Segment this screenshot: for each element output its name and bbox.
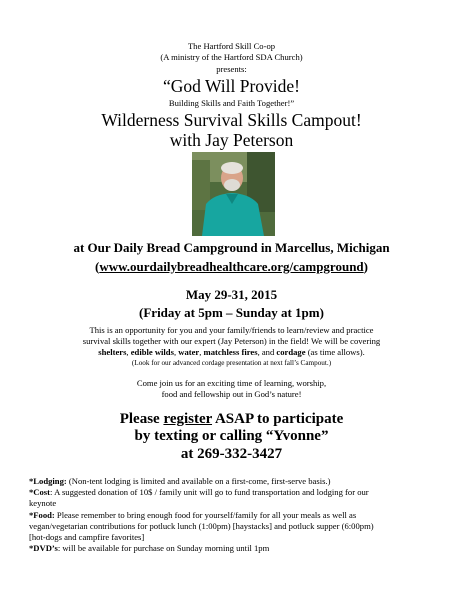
separator: ,	[126, 347, 131, 357]
description-line-1: This is an opportunity for you and your family/friends to learn/review and practice	[89, 325, 374, 335]
register-word: register	[163, 411, 213, 427]
cost-note-cont: keynote	[29, 498, 57, 508]
slogan-title: “God Will Provide!	[162, 76, 300, 96]
separator: ,	[173, 347, 179, 357]
skill-water: water	[178, 347, 200, 357]
separator: , and	[257, 347, 277, 357]
register-asap: ASAP	[212, 411, 254, 427]
invite-line-1: Come join us for an exciting time of learning, worship,	[136, 378, 327, 388]
ministry-line: (A ministry of the Hartford SDA Church)	[160, 52, 303, 62]
register-phone: at 269-332-3427	[180, 446, 283, 462]
presenter-photo	[192, 152, 275, 236]
tagline: Building Skills and Faith Together!”	[168, 98, 295, 108]
description-line-2: survival skills together with our expert (Jay Peterson) in the field! We will be covering	[82, 336, 381, 346]
location-line: at Our Daily Bread Campground in Marcellus, Michigan	[73, 240, 390, 255]
lodging-text: (Non-tent lodging is limited and available on a first-come, first-serve basis.)	[66, 476, 331, 486]
invite-line-2: food and fellowship out in God’s nature!	[161, 389, 302, 399]
skill-shelters: shelters	[98, 347, 127, 357]
dvd-text: : will be available for purchase on Sunday morning until 1pm	[57, 543, 270, 553]
lodging-note	[29, 476, 330, 486]
url-open-paren: (	[94, 259, 100, 274]
cordage-note: (Look for our advanced cordage presentation at next fall’s Campout.)	[131, 359, 332, 367]
dvd-note	[29, 543, 269, 553]
event-title: Wilderness Survival Skills Campout!	[101, 110, 362, 130]
skill-matchless-fires: matchless fires	[203, 347, 258, 357]
url-line	[0, 259, 463, 274]
skill-cordage: cordage	[276, 347, 306, 357]
date-range: May 29-31, 2015	[185, 287, 278, 302]
register-post: to participate	[253, 411, 344, 427]
campground-link[interactable]: www.ourdailybreadhealthcare.org/campground	[99, 259, 364, 274]
register-line-2: by texting or calling “Yvonne”	[134, 428, 329, 444]
food-label: *Food:	[29, 510, 55, 520]
food-note-cont-2: [hot-dogs and campfire favorites]	[29, 532, 145, 542]
skill-edible-wilds: edible wilds	[130, 347, 174, 357]
separator: ,	[199, 347, 204, 357]
lodging-label: *Lodging:	[29, 476, 67, 486]
food-note-cont-1: vegan/vegetarian contributions for potluck lunch (1:00pm) [haystacks] and potluck supper (6:00pm)	[29, 521, 374, 531]
register-line-1	[0, 411, 463, 428]
register-pre: Please	[119, 411, 164, 427]
org-name: The Hartford Skill Co-op	[187, 41, 276, 51]
dvd-label: *DVD’s	[29, 543, 58, 553]
presents-line: presents:	[216, 64, 247, 74]
host-line: with Jay Peterson	[169, 130, 294, 150]
cost-label: *Cost	[29, 487, 51, 497]
date-times: (Friday at 5pm – Sunday at 1pm)	[139, 305, 324, 320]
cost-note	[29, 487, 369, 497]
cost-text: : A suggested donation of 10$ / family unit will go to fund transportation and lodging for our	[50, 487, 369, 497]
skills-line	[0, 347, 463, 357]
food-note	[29, 510, 356, 520]
skills-tail: (as time allows).	[305, 347, 365, 357]
food-text: Please remember to bring enough food for yourself/family for all your meals as well as	[54, 510, 357, 520]
url-close-paren: )	[363, 259, 369, 274]
